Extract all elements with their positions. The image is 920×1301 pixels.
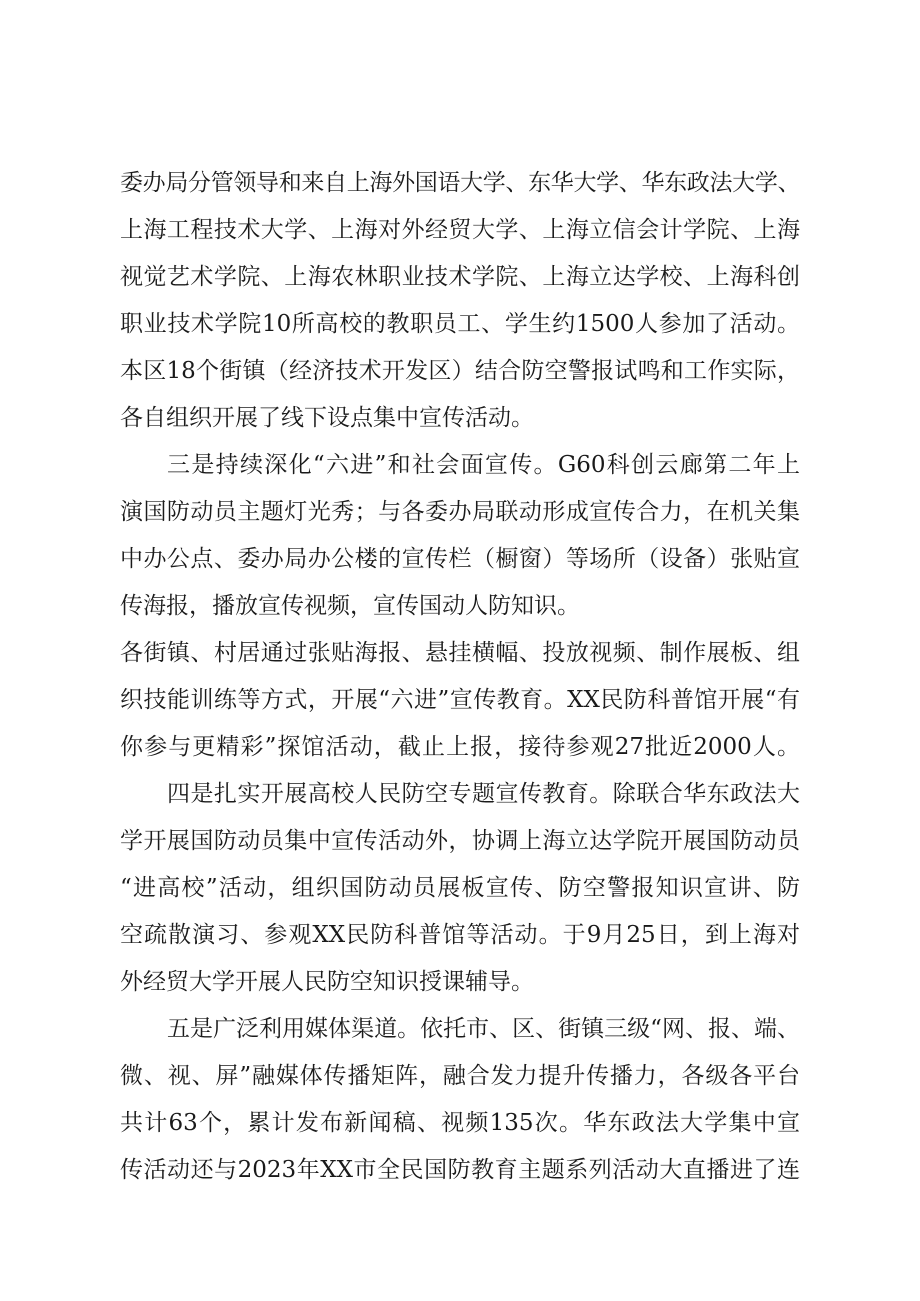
text-line: 委办局分管领导和来自上海外国语大学、东华大学、华东政法大学、	[120, 170, 800, 196]
paragraph-lead-line: 四是扎实开展高校人民防空专题宣传教育。除联合华东政法大	[167, 781, 800, 807]
text-line: 各街镇、村居通过张贴海报、悬挂横幅、投放视频、制作展板、组	[120, 640, 800, 666]
text-line: “进高校”活动，组织国防动员展板宣传、防空警报知识宣讲、防	[120, 875, 800, 901]
text-line: 传海报，播放宣传视频，宣传国动人防知识。	[120, 593, 580, 619]
text-line: 传活动还与2023年XX市全民国防教育主题系列活动大直播进了连	[120, 1157, 800, 1183]
text-line: 本区18个街镇（经济技术开发区）结合防空警报试鸣和工作实际，	[120, 358, 800, 384]
paragraph-lead-line: 五是广泛利用媒体渠道。依托市、区、街镇三级“网、报、端、	[167, 1016, 800, 1042]
text-line: 共计63个，累计发布新闻稿、视频135次。华东政法大学集中宣	[120, 1110, 800, 1136]
paragraph-lead-line: 三是持续深化“六进”和社会面宣传。G60科创云廊第二年上	[167, 452, 800, 478]
text-line: 中办公点、委办局办公楼的宣传栏（橱窗）等场所（设备）张贴宣	[120, 546, 800, 572]
text-line: 外经贸大学开展人民防空知识授课辅导。	[120, 969, 534, 995]
text-line: 演国防动员主题灯光秀；与各委办局联动形成宣传合力，在机关集	[120, 499, 800, 525]
text-line: 你参与更精彩”探馆活动，截止上报，接待参观27批近2000人。	[120, 734, 800, 760]
text-line: 空疏散演习、参观XX民防科普馆等活动。于9月25日，到上海对	[120, 922, 800, 948]
text-line: 学开展国防动员集中宣传活动外，协调上海立达学院开展国防动员	[120, 828, 800, 854]
text-line: 视觉艺术学院、上海农林职业技术学院、上海立达学校、上海科创	[120, 264, 800, 290]
text-line: 职业技术学院10所高校的教职员工、学生约1500人参加了活动。	[120, 311, 800, 337]
text-line: 上海工程技术大学、上海对外经贸大学、上海立信会计学院、上海	[120, 217, 800, 243]
text-line: 织技能训练等方式，开展“六进”宣传教育。XX民防科普馆开展“有	[120, 687, 800, 713]
text-line: 微、视、屏”融媒体传播矩阵，融合发力提升传播力，各级各平台	[120, 1063, 800, 1089]
text-line: 各自组织开展了线下设点集中宣传活动。	[120, 405, 534, 431]
